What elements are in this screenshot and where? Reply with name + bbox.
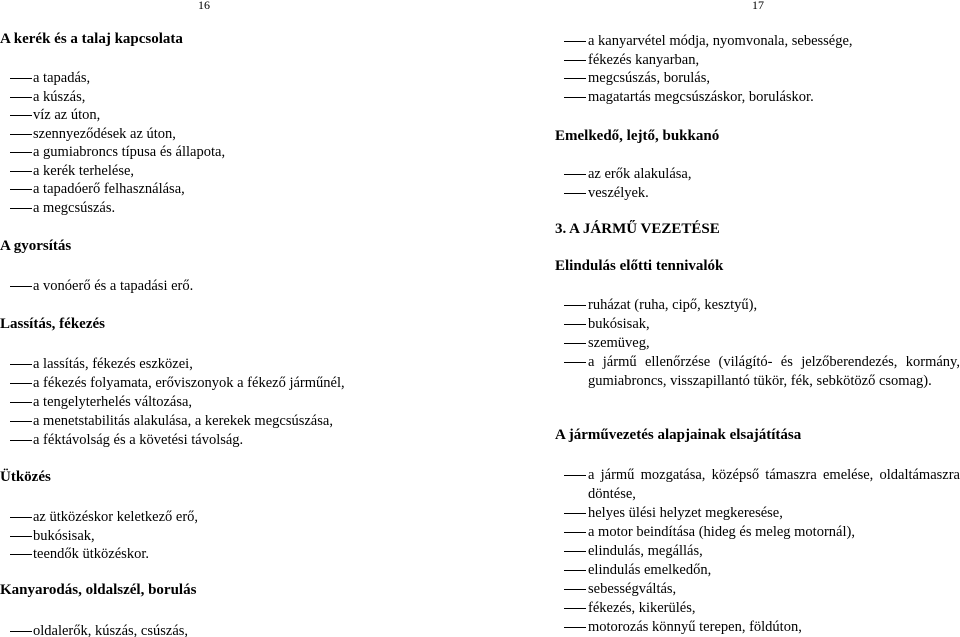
- section-heading: Ütközés: [0, 469, 51, 485]
- section-heading: A kerék és a talaj kapcsolata: [0, 31, 183, 47]
- section-heading: Emelkedő, lejtő, bukkanó: [555, 128, 720, 144]
- chapter-title: 3. A JÁRMŰ VEZETÉSE: [555, 221, 720, 237]
- page-number-right: 17: [752, 0, 764, 12]
- section-heading: A járművezetés alapjainak elsajátítása: [555, 427, 802, 443]
- section-heading: A gyorsítás: [0, 238, 72, 254]
- page-number-left: 16: [198, 0, 210, 12]
- section-heading: Lassítás, fékezés: [0, 316, 105, 332]
- section-heading: Elindulás előtti tennivalók: [555, 258, 724, 274]
- section-heading: Kanyarodás, oldalszél, borulás: [0, 582, 197, 598]
